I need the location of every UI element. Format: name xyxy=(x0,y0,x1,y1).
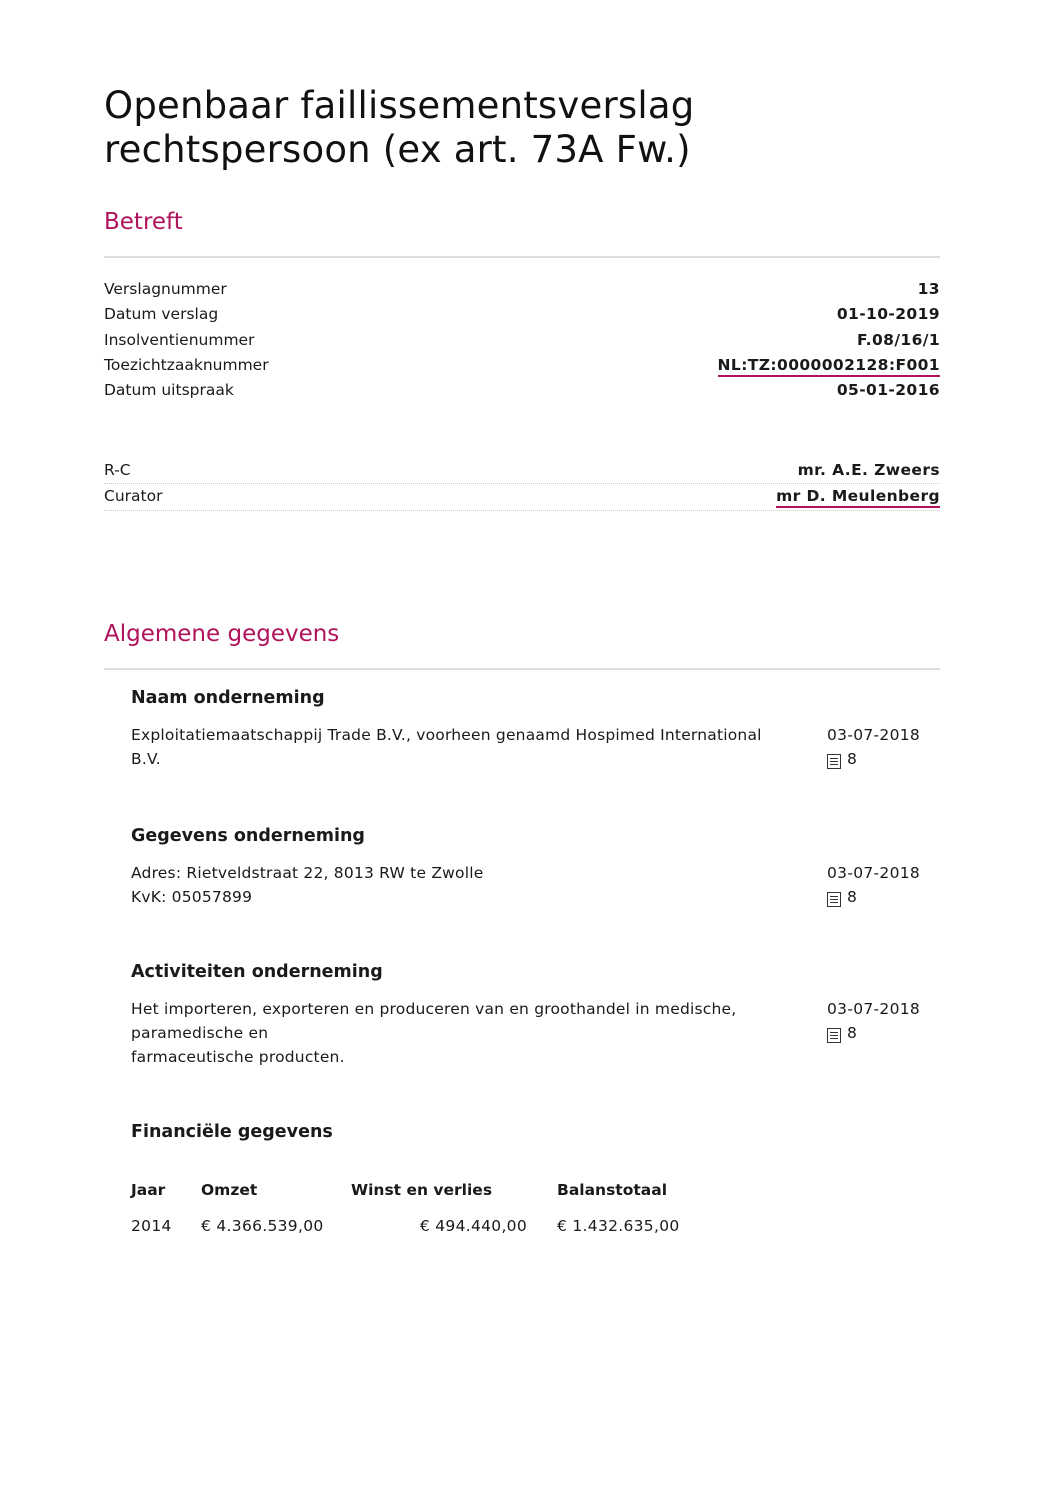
report-number: 8 xyxy=(847,750,858,768)
title-line-2: rechtspersoon (ex art. 73A Fw.) xyxy=(104,128,691,171)
naam-onderneming-block xyxy=(131,688,940,768)
document-icon[interactable] xyxy=(827,892,841,907)
activiteiten-onderneming-block xyxy=(131,962,940,1066)
body-line: Exploitatiemaatschappij Trade B.V., voorheen genaamd Hospimed International xyxy=(131,726,762,744)
section-algemeen-heading: Algemene gegevens xyxy=(104,621,340,647)
report-reference[interactable] xyxy=(827,1021,920,1045)
subsection-meta xyxy=(827,861,920,909)
financial-table xyxy=(131,1175,707,1247)
detail-label: Toezichtzaaknummer xyxy=(104,355,269,374)
entry-date: 03-07-2018 xyxy=(827,1000,921,1018)
column-header: Balanstotaal xyxy=(557,1181,668,1199)
subsection-body xyxy=(131,723,811,771)
persons-list xyxy=(104,458,940,511)
person-label: Curator xyxy=(104,487,163,506)
body-line: farmaceutische producten. xyxy=(131,1048,345,1066)
detail-value: 13 xyxy=(917,280,940,298)
detail-row xyxy=(104,378,940,403)
document-icon[interactable] xyxy=(827,754,841,769)
gegevens-onderneming-block xyxy=(131,826,940,906)
table-cell: € 1.432.635,00 xyxy=(557,1217,680,1235)
title-line-1: Openbaar faillissementsverslag xyxy=(104,84,695,127)
report-reference[interactable] xyxy=(827,747,920,771)
subsection-meta xyxy=(827,997,920,1045)
table-cell: € 4.366.539,00 xyxy=(201,1217,324,1235)
subsection-title: Financiële gegevens xyxy=(131,1122,333,1142)
detail-label: Datum uitspraak xyxy=(104,381,234,400)
subsection-title: Gegevens onderneming xyxy=(131,826,365,846)
table-header-row xyxy=(131,1175,707,1205)
toezichtzaaknummer-link[interactable]: NL:TZ:0000002128:F001 xyxy=(718,356,940,377)
body-line: paramedische en xyxy=(131,1024,269,1042)
table-row xyxy=(131,1205,707,1247)
financiele-gegevens-block xyxy=(131,1122,940,1142)
entry-date: 03-07-2018 xyxy=(827,726,921,744)
detail-row xyxy=(104,328,940,353)
body-line: Adres: Rietveldstraat 22, 8013 RW te Zwolle xyxy=(131,864,484,882)
case-details-list xyxy=(104,277,940,403)
body-line: KvK: 05057899 xyxy=(131,888,253,906)
person-row xyxy=(104,458,940,484)
person-value: mr. A.E. Zweers xyxy=(797,461,940,479)
person-row xyxy=(104,484,940,510)
detail-label: Datum verslag xyxy=(104,305,219,324)
document-icon[interactable] xyxy=(827,1028,841,1043)
entry-date: 03-07-2018 xyxy=(827,864,921,882)
body-line: B.V. xyxy=(131,750,161,768)
detail-value: F.08/16/1 xyxy=(856,330,940,349)
report-reference[interactable] xyxy=(827,885,920,909)
section-divider xyxy=(104,256,940,258)
table-cell: € 494.440,00 xyxy=(419,1217,527,1235)
section-betreft-heading: Betreft xyxy=(104,209,183,235)
subsection-body xyxy=(131,861,811,909)
detail-row xyxy=(104,277,940,302)
subsection-meta xyxy=(827,723,920,771)
detail-value: 05-01-2016 xyxy=(836,381,940,400)
detail-value: 01-10-2019 xyxy=(836,305,940,324)
body-line: Het importeren, exporteren en produceren van en groothandel in medische, xyxy=(131,1000,737,1018)
detail-row xyxy=(104,353,940,378)
subsection-body xyxy=(131,997,811,1069)
table-cell: 2014 xyxy=(131,1217,172,1235)
report-number: 8 xyxy=(847,1024,858,1042)
section-divider xyxy=(104,668,940,670)
detail-label: Insolventienummer xyxy=(104,330,255,349)
curator-link[interactable]: mr D. Meulenberg xyxy=(776,487,940,508)
person-label: R-C xyxy=(104,461,131,479)
detail-row xyxy=(104,302,940,327)
column-header: Omzet xyxy=(201,1181,258,1199)
page-title xyxy=(104,84,694,172)
column-header: Jaar xyxy=(131,1181,166,1199)
column-header: Winst en verlies xyxy=(351,1181,493,1199)
detail-label: Verslagnummer xyxy=(104,280,227,298)
subsection-title: Activiteiten onderneming xyxy=(131,962,383,982)
report-number: 8 xyxy=(847,888,858,906)
subsection-title: Naam onderneming xyxy=(131,688,325,708)
